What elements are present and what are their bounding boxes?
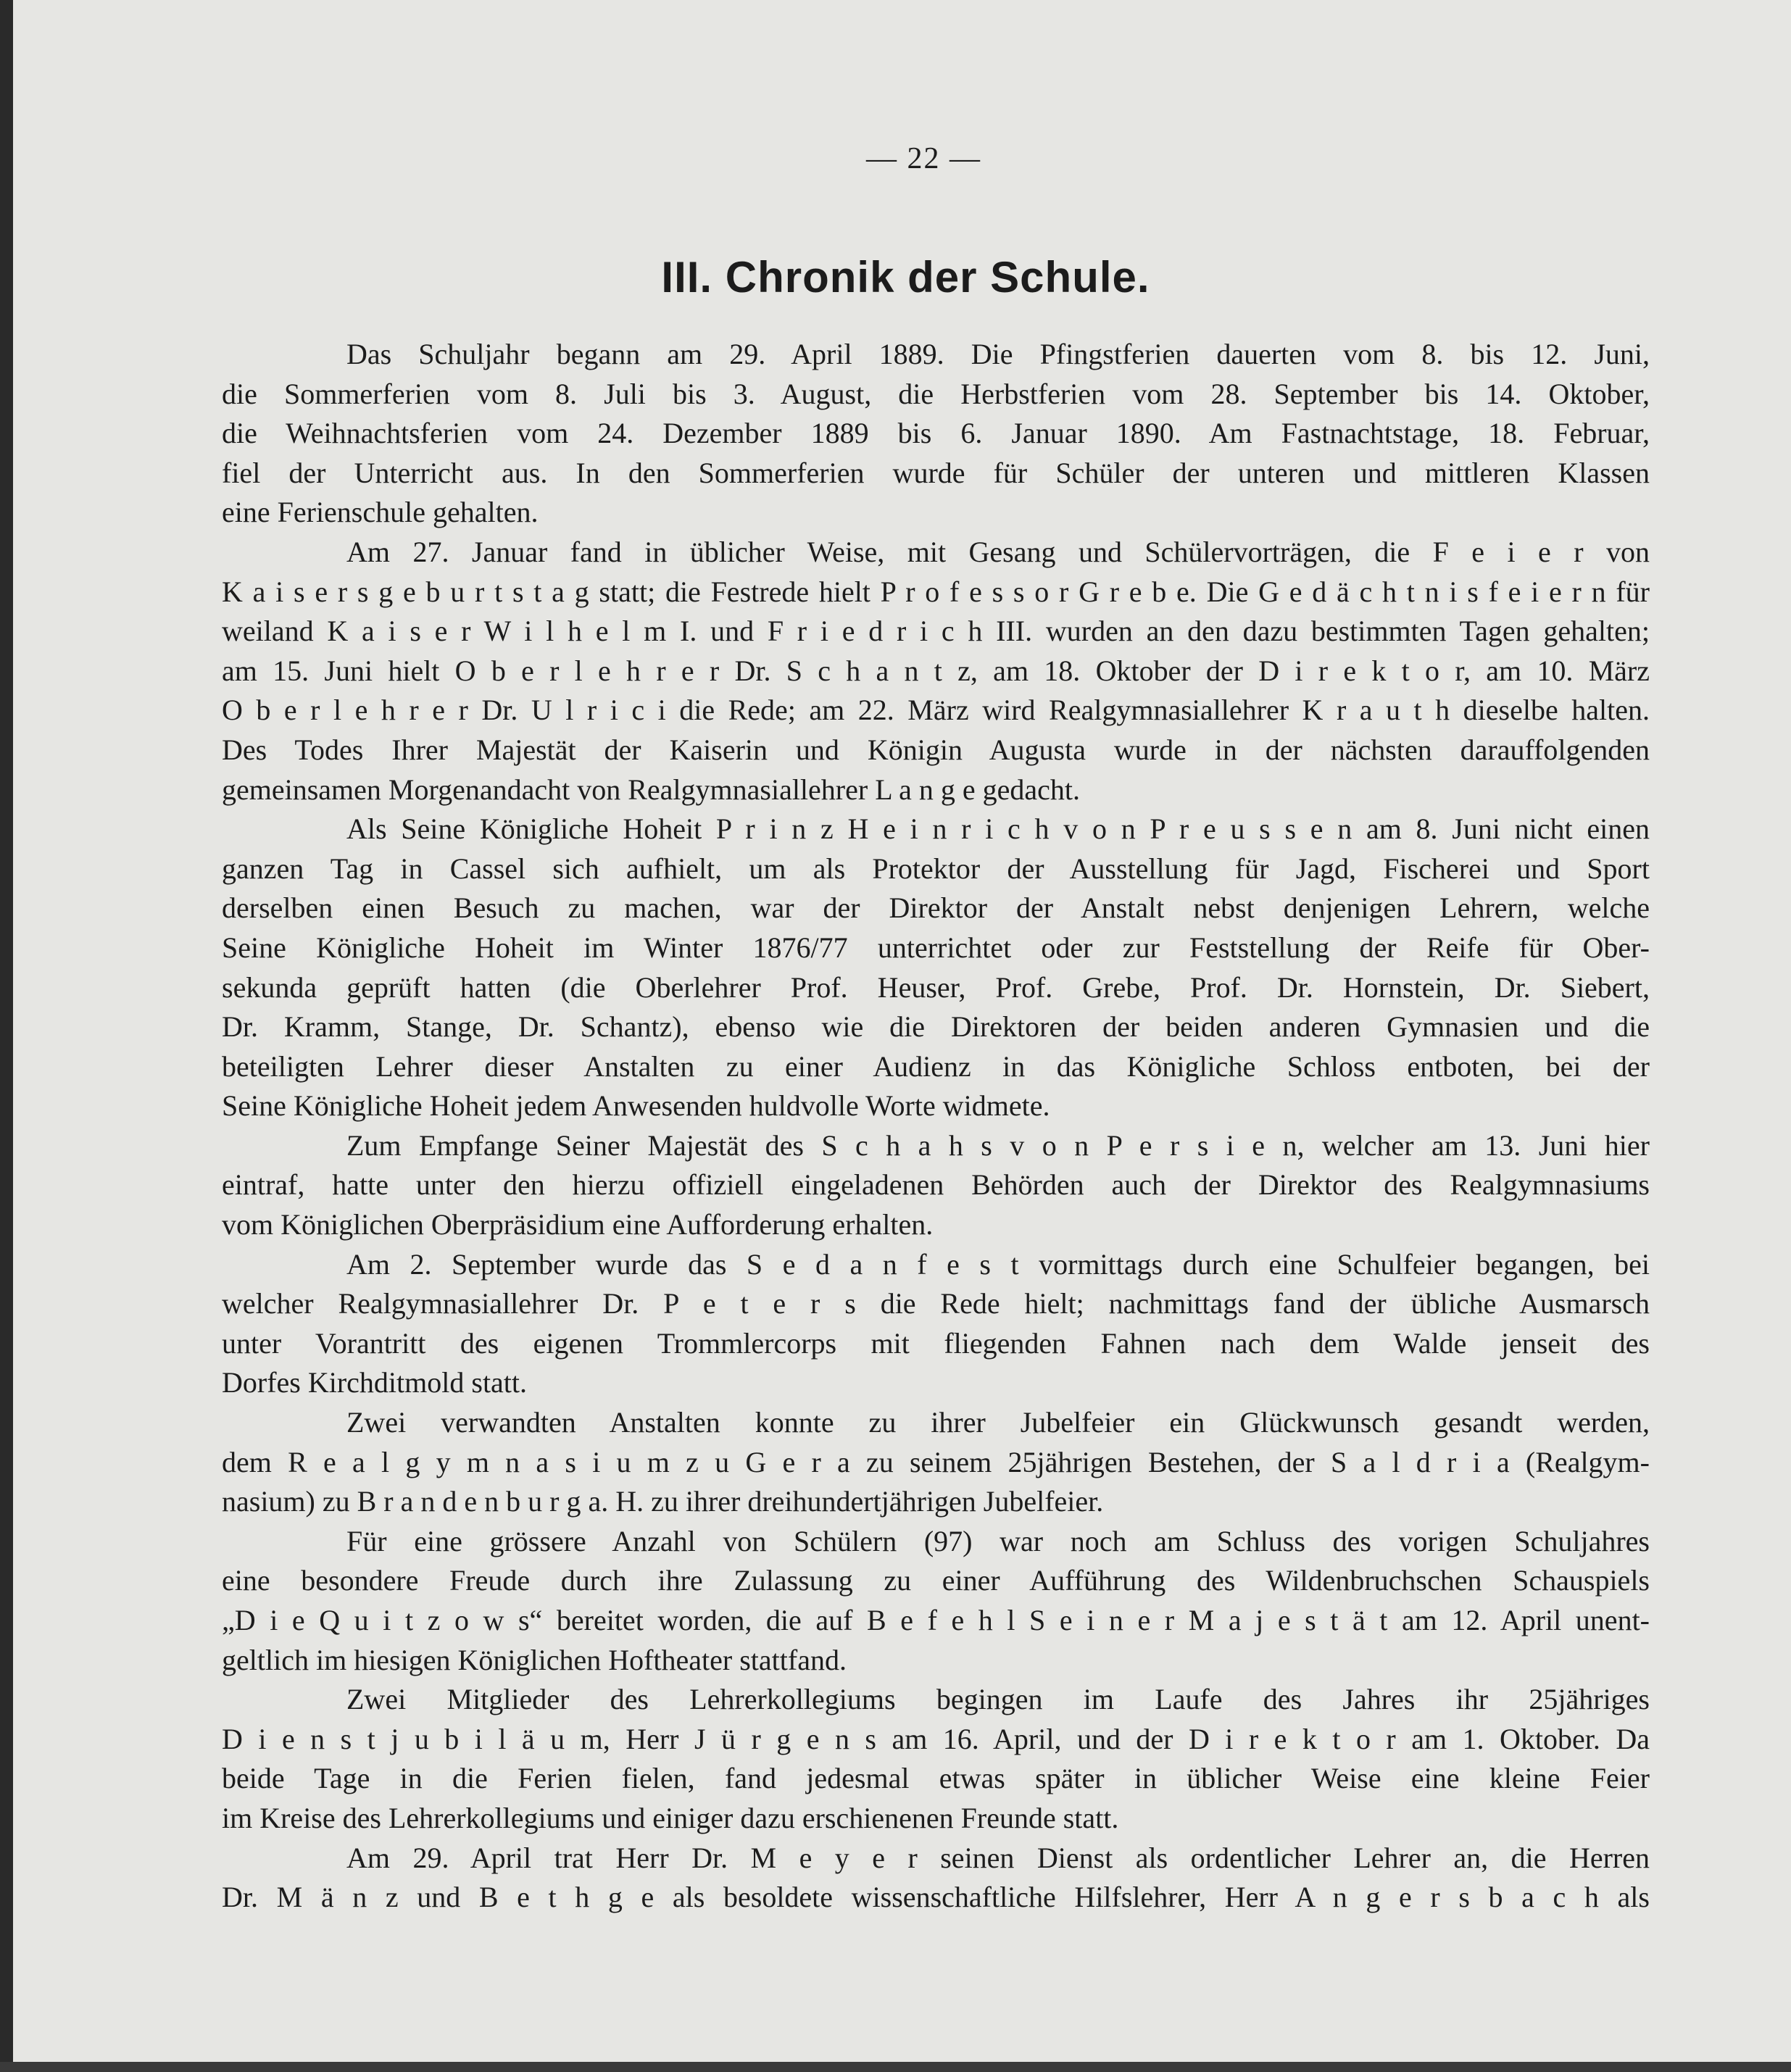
document-page xyxy=(13,0,1791,2062)
text-line: derselben einen Besuch zu machen, war der Direktor der Anstalt nebst denjenigen Lehrern, welche xyxy=(222,891,1650,925)
page-number: — 22 — xyxy=(866,142,981,175)
text-line: Am 29. April trat Herr Dr. M e y e r seinen Dienst als ordentlicher Lehrer an, die Herren xyxy=(346,1841,1650,1874)
body-text xyxy=(222,335,1650,1918)
text-line: dem R e a l g y m n a s i u m z u G e r a zu seinem 25jährigen Bestehen, der S a l d r i a (Realgym- xyxy=(222,1445,1650,1478)
text-line: am 15. Juni hielt O b e r l e h r e r Dr. S c h a n t z, am 18. Oktober der D i r e k t o r, am 10. März xyxy=(222,654,1650,687)
text-line: die Sommerferien vom 8. Juli bis 3. August, die Herbstferien vom 28. September bis 14. Oktober, xyxy=(222,377,1650,410)
text-line: ganzen Tag in Cassel sich aufhielt, um als Protektor der Ausstellung für Jagd, Fischerei und Sport xyxy=(222,852,1650,885)
text-line: K a i s e r s g e b u r t s t a g statt; die Festrede hielt P r o f e s s o r G r e b e. Die G e d ä c h t n i s f e i e r n für xyxy=(222,575,1650,608)
text-line: Als Seine Königliche Hoheit P r i n z H e i n r i c h v o n P r e u s s e n am 8. Juni nicht einen xyxy=(346,812,1650,846)
text-line: die Weihnachtsferien vom 24. Dezember 1889 bis 6. Januar 1890. Am Fastnachtstage, 18. Februar, xyxy=(222,417,1650,450)
text-line: weiland K a i s e r W i l h e l m I. und F r i e d r i c h III. wurden an den dazu bestimmten Tagen gehalten; xyxy=(222,615,1650,648)
text-line: Dr. Kramm, Stange, Dr. Schantz), ebenso wie die Direktoren der beiden anderen Gymnasien und die xyxy=(222,1010,1650,1044)
text-line: Seine Königliche Hoheit jedem Anwesenden huldvolle Worte widmete. xyxy=(222,1089,1050,1123)
text-line: D i e n s t j u b i l ä u m, Herr J ü r g e n s am 16. April, und der D i r e k t o r am 1. Oktober. Da xyxy=(222,1722,1650,1755)
text-line: O b e r l e h r e r Dr. U l r i c i die Rede; am 22. März wird Realgymnasiallehrer K r a u t h dieselbe halten. xyxy=(222,694,1650,727)
text-line: Am 27. Januar fand in üblicher Weise, mit Gesang und Schülervorträgen, die F e i e r von xyxy=(346,535,1650,568)
text-line: eine Ferienschule gehalten. xyxy=(222,496,539,529)
text-line: im Kreise des Lehrerkollegiums und einiger dazu erschienenen Freunde statt. xyxy=(222,1801,1119,1834)
text-line: Zum Empfange Seiner Majestät des S c h a h s v o n P e r s i e n, welcher am 13. Juni hier xyxy=(346,1128,1650,1162)
text-line: unter Vorantritt des eigenen Trommlercorps mit fliegenden Fahnen nach dem Walde jenseit des xyxy=(222,1326,1650,1360)
text-line: Des Todes Ihrer Majestät der Kaiserin und Königin Augusta wurde in der nächsten darauffolgenden xyxy=(222,733,1650,766)
text-line: welcher Realgymnasiallehrer Dr. P e t e r s die Rede hielt; nachmittags fand der übliche Ausmarsch xyxy=(222,1287,1650,1320)
text-line: sekunda geprüft hatten (die Oberlehrer Prof. Heuser, Prof. Grebe, Prof. Dr. Hornstein, Dr. Siebert, xyxy=(222,970,1650,1004)
text-line: Zwei verwandten Anstalten konnte zu ihrer Jubelfeier ein Glückwunsch gesandt werden, xyxy=(346,1406,1650,1439)
text-line: Für eine grössere Anzahl von Schülern (97) war noch am Schluss des vorigen Schuljahres xyxy=(346,1524,1650,1557)
text-line: gemeinsamen Morgenandacht von Realgymnasiallehrer L a n g e gedacht. xyxy=(222,773,1081,806)
text-line: „D i e Q u i t z o w s“ bereitet worden, die auf B e f e h l S e i n e r M a j e s t ä t am 12. April unent- xyxy=(222,1604,1650,1636)
text-line: Zwei Mitglieder des Lehrerkollegiums begingen im Laufe des Jahres ihr 25jähriges xyxy=(346,1683,1650,1716)
text-line: beteiligten Lehrer dieser Anstalten zu einer Audienz in das Königliche Schloss entboten, bei der xyxy=(222,1049,1650,1083)
text-line: beide Tage in die Ferien fielen, fand jedesmal etwas später in üblicher Weise eine kleine Feier xyxy=(222,1762,1650,1795)
text-line: vom Königlichen Oberpräsidium eine Aufforderung erhalten. xyxy=(222,1208,934,1241)
text-line: Dr. M ä n z und B e t h g e als besoldete wissenschaftliche Hilfslehrer, Herr A n g e r s b a c h als xyxy=(222,1881,1650,1914)
scan-edge-left xyxy=(0,0,13,2072)
text-line: eine besondere Freude durch ihre Zulassung zu einer Aufführung des Wildenbruchschen Schauspiels xyxy=(222,1564,1650,1597)
section-title: III. Chronik der Schule. xyxy=(661,253,1150,301)
text-line: nasium) zu B r a n d e n b u r g a. H. zu ihrer dreihundertjährigen Jubelfeier. xyxy=(222,1485,1104,1518)
scan-edge-bottom xyxy=(0,2062,1791,2072)
text-line: Das Schuljahr begann am 29. April 1889. Die Pfingstferien dauerten vom 8. bis 12. Juni, xyxy=(346,338,1650,370)
text-line: Am 2. September wurde das S e d a n f e s t vormittags durch eine Schulfeier begangen, bei xyxy=(346,1247,1650,1281)
text-line: Seine Königliche Hoheit im Winter 1876/77 unterrichtet oder zur Feststellung der Reife für Ober- xyxy=(222,931,1650,964)
text-line: geltlich im hiesigen Königlichen Hoftheater stattfand. xyxy=(222,1643,847,1676)
text-line: eintraf, hatte unter den hierzu offiziell eingeladenen Behörden auch der Direktor des Realgymnasiums xyxy=(222,1168,1650,1202)
text-line: Dorfes Kirchditmold statt. xyxy=(222,1366,528,1399)
text-line: fiel der Unterricht aus. In den Sommerferien wurde für Schüler der unteren und mittleren Klassen xyxy=(222,456,1650,489)
